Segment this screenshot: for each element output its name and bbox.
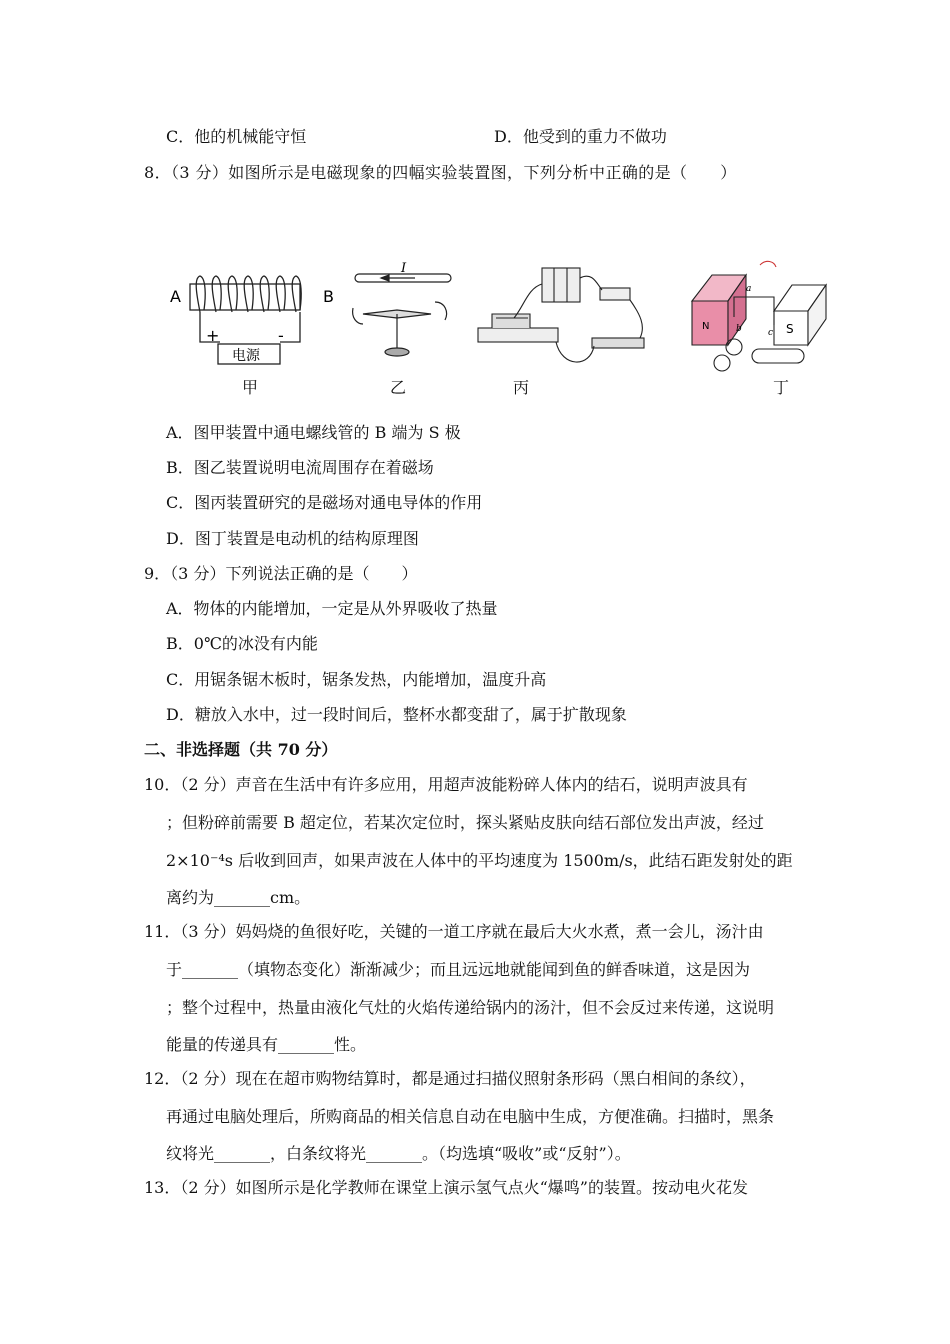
caption-jia: 甲	[242, 378, 259, 397]
caption-bing: 丙	[513, 378, 530, 397]
rotation-arrow-right	[435, 302, 447, 320]
label-s: S	[786, 322, 794, 336]
q8-stem: 8．（3 分）如图所示是电磁现象的四幅实验装置图，下列分析中正确的是（ ）	[144, 163, 737, 182]
q11-line-2: 于_______（填物态变化）渐渐减少；而且远远地就能闻到鱼的鲜香味道，这是因为	[166, 960, 751, 979]
caption-ding: 丁	[773, 378, 790, 397]
rotation-arrow-left	[353, 308, 363, 324]
lamp	[752, 349, 804, 363]
q11-line-3: ；整个过程中，热量由液化气灶的火焰传递给锅内的汤汁，但不会反过来传递，这说明	[166, 998, 775, 1017]
q7-option-c: C．他的机械能守恒	[166, 127, 307, 146]
q10-line-3: 2×10⁻⁴s 后收到回声，如果声波在人体中的平均速度为 1500m/s，此结石距发射处的距	[166, 851, 793, 870]
figure-jia	[160, 262, 350, 382]
q8-option-d: D．图丁装置是电动机的结构原理图	[166, 529, 419, 548]
q9-option-b: B．0℃的冰没有内能	[166, 634, 318, 653]
figure-ding	[682, 255, 832, 380]
caption-yi: 乙	[390, 378, 407, 397]
switch	[600, 288, 630, 300]
q13-line-1: 13．（2 分）如图所示是化学教师在课堂上演示氢气点火“爆鸣”的装置。按动电火花发	[144, 1178, 748, 1197]
label-n: N	[702, 321, 710, 332]
stand-base	[385, 348, 409, 356]
q11-line-4: 能量的传递具有_______性。	[166, 1035, 367, 1054]
q9-option-c: C．用锯条锯木板时，锯条发热，内能增加，温度升高	[166, 670, 547, 689]
battery-pack	[542, 268, 580, 302]
q8-option-b: B．图乙装置说明电流周围存在着磁场	[166, 458, 434, 477]
q12-line-1: 12．（2 分）现在在超市购物结算时，都是通过扫描仪照射条形码（黑白相间的条纹），	[144, 1069, 756, 1088]
magnet	[492, 314, 530, 328]
base-board	[478, 328, 558, 342]
end-b-label: B	[323, 287, 334, 306]
figure-yi	[345, 258, 460, 368]
commutator	[726, 339, 742, 355]
label-c: c	[768, 328, 774, 338]
q10-line-4: 离约为_______cm。	[166, 888, 311, 907]
label-a: a	[746, 284, 752, 294]
q12-line-2: 再通过电脑处理后，所购商品的相关信息自动在电脑中生成，方便准确。扫描时，黑条	[166, 1107, 775, 1126]
rheostat	[592, 338, 644, 348]
q8-option-c: C．图丙装置研究的是磁场对通电导体的作用	[166, 493, 483, 512]
q8-option-a: A．图甲装置中通电螺线管的 B 端为 S 极	[166, 423, 461, 442]
magnet-n	[692, 301, 728, 345]
plus-sign: +	[206, 326, 220, 345]
q12-line-3: 纹将光_______，白条纹将光_______。（均选填“吸收”或“反射”）。	[166, 1144, 631, 1163]
current-label: I	[401, 261, 407, 276]
q10-line-2: ；但粉碎前需要 B 超定位，若某次定位时，探头紧贴皮肤向结石部位发出声波，经过	[166, 813, 764, 832]
q10-line-1: 10．（2 分）声音在生活中有许多应用，用超声波能粉碎人体内的结石，说明声波具有	[144, 775, 748, 794]
end-a-label: A	[170, 287, 181, 306]
q9-stem: 9．（3 分）下列说法正确的是（ ）	[144, 564, 418, 583]
q9-option-d: D．糖放入水中，过一段时间后，整杯水都变甜了，属于扩散现象	[166, 705, 627, 724]
section-heading: 二、非选择题（共 70 分）	[144, 740, 338, 759]
q11-line-1: 11．（3 分）妈妈烧的鱼很好吃，关键的一道工序就在最后大火水煮，煮一会儿，汤汁由	[144, 922, 764, 941]
rotation-arrow	[760, 261, 776, 267]
power-label: 电源	[232, 348, 260, 364]
q9-option-a: A．物体的内能增加，一定是从外界吸收了热量	[166, 599, 498, 618]
q7-option-d: D．他受到的重力不做功	[494, 127, 667, 146]
label-b: b	[736, 324, 742, 334]
minus-sign: -	[278, 326, 284, 345]
figure-bing	[470, 258, 665, 376]
